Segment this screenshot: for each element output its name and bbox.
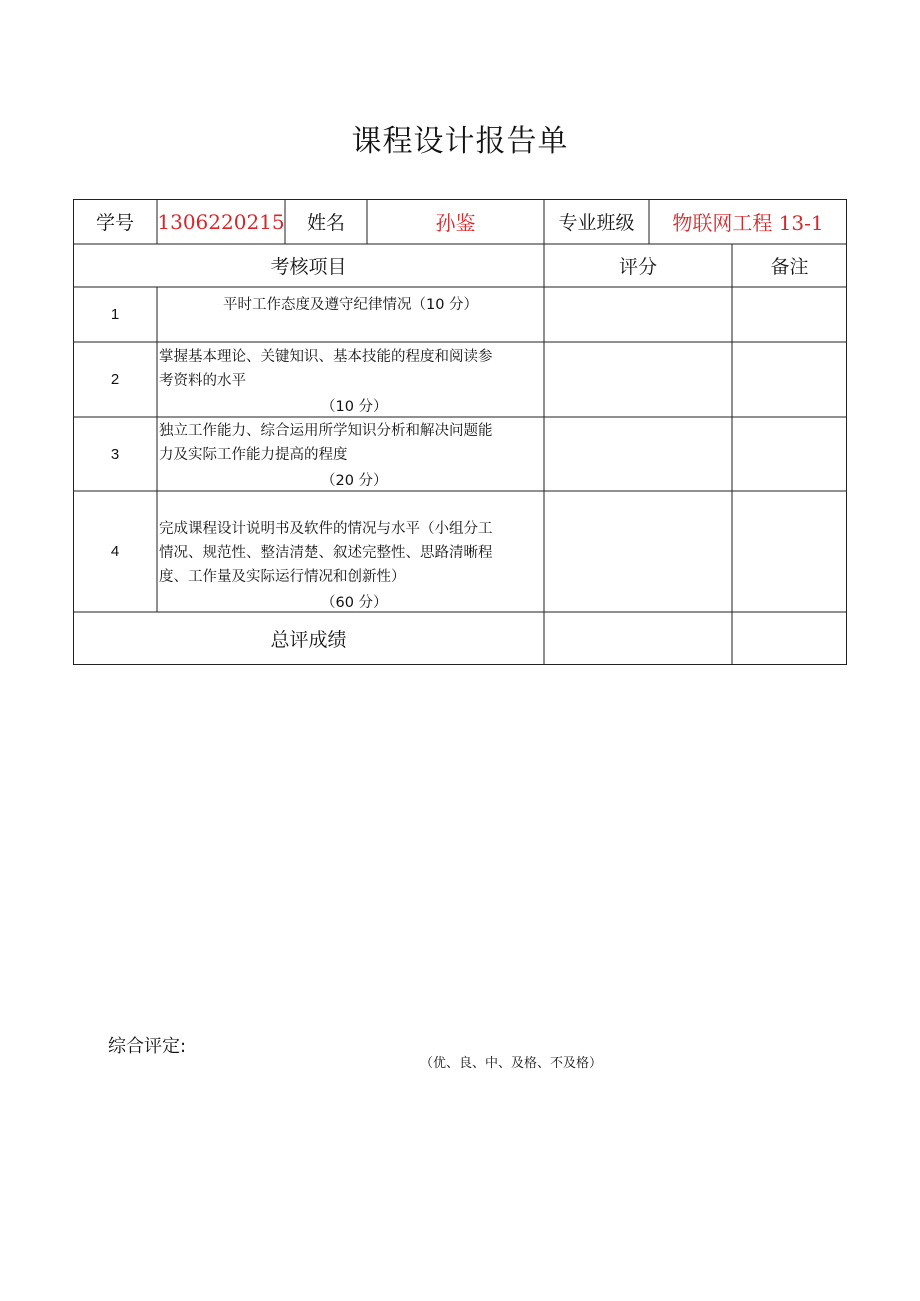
header-remark: 备注 — [770, 256, 809, 278]
class-value: 物联网工程 13-1 — [672, 211, 824, 235]
row-description-line: 掌握基本理论、关键知识、基本技能的程度和阅读参 — [159, 349, 493, 365]
row-description-line: 独立工作能力、综合运用所学知识分析和解决问题能 — [159, 423, 493, 439]
row-number: 2 — [110, 371, 120, 388]
row-points: （60 分） — [321, 595, 388, 611]
row-description: 平时工作态度及遵守纪律情况（10 分） — [222, 297, 479, 313]
report-table — [73, 199, 847, 665]
header-item: 考核项目 — [270, 256, 347, 278]
overall-evaluation-options: （优、良、中、及格、不及格） — [420, 1056, 603, 1071]
student-name-label: 姓名 — [306, 212, 345, 234]
student-id-value: 1306220215 — [157, 209, 285, 234]
row-number: 3 — [110, 445, 120, 463]
page-title: 课程设计报告单 — [351, 124, 569, 159]
total-score-label: 总评成绩 — [270, 629, 347, 651]
student-id-label: 学号 — [95, 212, 134, 234]
row-description-line: 情况、规范性、整洁清楚、叙述完整性、思路清晰程 — [159, 545, 493, 561]
header-score: 评分 — [618, 256, 657, 278]
row-description-line: 考资料的水平 — [159, 373, 246, 389]
row-points: （10 分） — [321, 399, 388, 415]
class-label: 专业班级 — [558, 212, 635, 234]
row-description-line: 完成课程设计说明书及软件的情况与水平（小组分工 — [159, 521, 493, 537]
row-number: 4 — [110, 543, 120, 560]
row-description-line: 度、工作量及实际运行情况和创新性） — [159, 569, 406, 585]
row-number: 1 — [110, 306, 120, 323]
row-description-line: 力及实际工作能力提高的程度 — [159, 447, 348, 463]
row-points: （20 分） — [321, 473, 388, 489]
overall-evaluation-label: 综合评定: — [108, 1036, 187, 1057]
student-name-value: 孙鉴 — [435, 211, 476, 235]
